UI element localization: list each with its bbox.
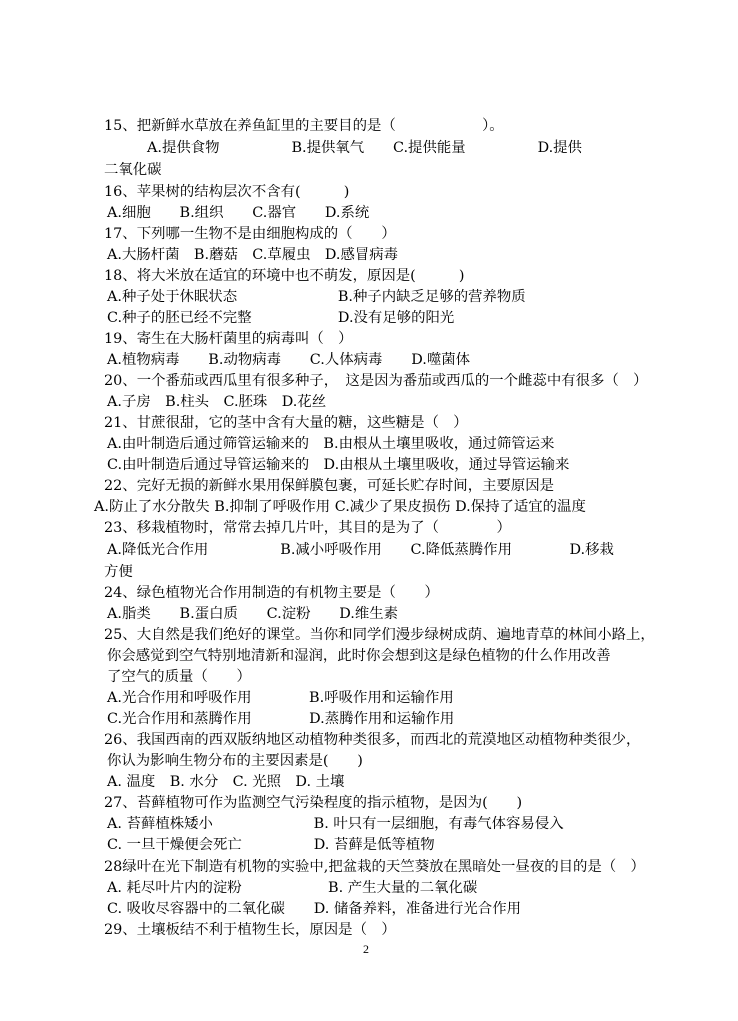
q20-stem: 20、一个番茄或西瓜里有很多种子， 这是因为番茄或西瓜的一个雌蕊中有很多（ ） bbox=[104, 373, 648, 389]
q19-options: A.植物病毒 B.动物病毒 C.人体病毒 D.噬菌体 bbox=[107, 352, 470, 368]
q23-stem: 23、移栽植物时，常常去掉几片叶，其目的是为了（ ） bbox=[104, 520, 511, 536]
q27-stem: 27、苔藓植物可作为监测空气污染程度的指示植物，是因为( ) bbox=[104, 795, 523, 811]
q25-stem-line1: 25、大自然是我们绝好的课堂。当你和同学们漫步绿树成荫、遍地青草的林间小路上， bbox=[104, 627, 655, 643]
q26-stem-line1: 26、我国西南的西双版纳地区动植物种类很多，而西北的荒漠地区动植物种类很少， bbox=[104, 732, 641, 748]
q27-options-row1: A. 苔藓植株矮小 B. 叶只有一层细胞，有毒气体容易侵入 bbox=[107, 816, 564, 832]
q26-stem-line2: 你认为影响生物分布的主要因素是( ) bbox=[107, 753, 363, 769]
q23-options-cont: 方便 bbox=[104, 564, 133, 580]
q25-stem-line2: 你会感觉到空气特别地清新和湿润，此时你会想到这是绿色植物的什么作用改善 bbox=[107, 648, 611, 664]
q18-stem: 18、将大米放在适宜的环境中也不萌发，原因是( ) bbox=[104, 268, 465, 284]
q28-options-row2: C. 吸收尽容器中的二氧化碳 D. 储备养料，准备进行光合作用 bbox=[107, 901, 521, 917]
q25-stem-line3: 了空气的质量（ ） bbox=[107, 669, 251, 685]
q15-stem: 15、把新鲜水草放在养鱼缸里的主要目的是（ ）。 bbox=[104, 118, 504, 134]
q20-options: A.子房 B.柱头 C.胚珠 D.花丝 bbox=[107, 394, 327, 410]
page-number: 2 bbox=[363, 942, 369, 956]
q24-options: A.脂类 B.蛋白质 C.淀粉 D.维生素 bbox=[107, 606, 399, 622]
q21-options-row2: C.由叶制造后通过导管运输来的 D.由根从土壤里吸收，通过导管运输来 bbox=[107, 457, 570, 473]
q18-options-row1: A.种子处于休眠状态 B.种子内缺乏足够的营养物质 bbox=[107, 289, 526, 305]
q25-options-row1: A.光合作用和呼吸作用 B.呼吸作用和运输作用 bbox=[107, 690, 454, 706]
q22-options: A.防止了水分散失 B.抑制了呼吸作用 C.减少了果皮损伤 D.保持了适宜的温度 bbox=[94, 499, 586, 515]
q18-options-row2: C.种子的胚已经不完整 D.没有足够的阳光 bbox=[107, 310, 455, 326]
q28-stem: 28绿叶在光下制造有机物的实验中,把盆栽的天竺葵放在黑暗处一昼夜的目的是（ ） bbox=[104, 859, 645, 875]
q24-stem: 24、绿色植物光合作用制造的有机物主要是（ ） bbox=[104, 585, 439, 601]
q16-stem: 16、苹果树的结构层次不含有( ) bbox=[104, 184, 350, 200]
q15-options-cont: 二氧化碳 bbox=[104, 162, 162, 178]
q16-options: A.细胞 B.组织 C.器官 D.系统 bbox=[107, 205, 370, 221]
q29-stem: 29、土壤板结不利于植物生长，原因是（ ） bbox=[104, 922, 396, 938]
q17-options: A.大肠杆菌 B.蘑菇 C.草履虫 D.感冒病毒 bbox=[107, 247, 399, 263]
q26-options: A. 温度 B. 水分 C. 光照 D. 土壤 bbox=[107, 774, 345, 790]
q22-stem: 22、完好无损的新鲜水果用保鲜膜包裹，可延长贮存时间，主要原因是 bbox=[104, 478, 555, 494]
q28-options-row1: A. 耗尽叶片内的淀粉 B. 产生大量的二氧化碳 bbox=[107, 880, 478, 896]
q25-options-row2: C.光合作用和蒸腾作用 D.蒸腾作用和运输作用 bbox=[107, 711, 455, 727]
q27-options-row2: C. 一旦干燥便会死亡 D. 苔藓是低等植物 bbox=[107, 837, 435, 853]
q19-stem: 19、寄生在大肠杆菌里的病毒叫（ ） bbox=[104, 331, 353, 347]
q17-stem: 17、下列哪一生物不是由细胞构成的（ ） bbox=[104, 226, 396, 242]
q21-stem: 21、甘蔗很甜，它的茎中含有大量的糖，这些糖是（ ） bbox=[104, 415, 468, 431]
q23-options: A.降低光合作用 B.减小呼吸作用 C.降低蒸腾作用 D.移栽 bbox=[107, 542, 614, 558]
q15-options: A.提供食物 B.提供氧气 C.提供能量 D.提供 bbox=[147, 140, 582, 156]
q21-options-row1: A.由叶制造后通过筛管运输来的 B.由根从土壤里吸收，通过筛管运来 bbox=[107, 436, 555, 452]
